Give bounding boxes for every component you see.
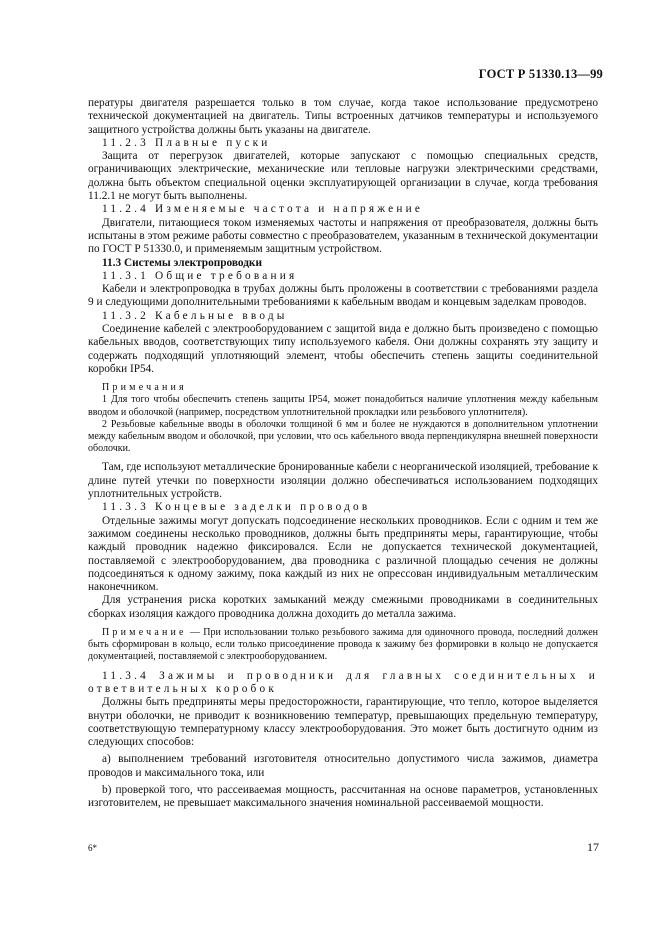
paragraph: Соединение кабелей с электрооборудованием с защитой вида е должно быть произведено с помощью кабельных вводов, соответствующих типу используемого кабеля. Они должны сохранять эту защиту и содержать подходящий уплотняющий элемент, чтобы обеспечить степень защиты соединительной коробки IP54.: [88, 323, 598, 375]
paragraph: Двигатели, питающиеся током изменяемых частоты и напряжения от преобразователя, должны быть испытаны в этом режиме работы совместно с преобразователем, указанным в технической документации по ГОСТ Р 51330.0, и применяемым защитным устройством.: [88, 216, 598, 256]
subsection-heading-11-3-3: 11.3.3 Концевые заделки проводов: [102, 501, 371, 514]
page-number: 17: [587, 840, 599, 854]
note-label: Примечание: [102, 627, 187, 639]
paragraph: Кабели и электропроводка в трубах должны быть проложены в соответствии с требованиями раздела 9 и следующими дополнительными требованиями к кабельным вводам и концевым заделкам проводов.: [88, 283, 598, 309]
document-code: ГОСТ Р 51330.13—99: [478, 67, 603, 81]
paragraph: Там, где используют металлические бронированные кабели с неорганической изоляцией, требование к длине путей утечки по поверхности изоляции должно обеспечиваться использованием подходящих уплотнительных устройств.: [88, 461, 598, 501]
subsection-heading-11-2-4: 11.2.4 Изменяемые частота и напряжение: [102, 203, 424, 216]
list-item: а) выполнением требований изготовителя относительно допустимого числа зажимов, диаметра проводов и максимального тока, или: [88, 753, 598, 779]
subsection-heading-11-3-1: 11.3.1 Общие требования: [102, 269, 298, 282]
notes-heading: Примечания: [102, 382, 187, 394]
paragraph: Для устранения риска коротких замыканий между смежными проводниками в соединительных сборках изоляция каждого проводника должна доходить до металла зажима.: [88, 594, 598, 620]
paragraph: пературы двигателя разрешается только в том случае, когда такое использование предусмотрено технической документацией на двигатель. Типы встроенных датчиков температуры и используемого защитного устройства должны быть указаны на двигателе.: [88, 97, 598, 136]
document-body: [88, 97, 598, 811]
section-heading-11-3: 11.3 Системы электропроводки: [102, 256, 262, 269]
subsection-heading-11-3-4: 11.3.4 Зажимы и проводники для главных соединительных и ответвительных коробок: [88, 669, 598, 695]
subsection-heading-11-2-3: 11.2.3 Плавные пуски: [102, 136, 271, 149]
note-item: 2 Резьбовые кабельные вводы в оболочки толщиной 6 мм и более не нуждаются в дополнительном уплотнении между кабельным вводом и оболочкой, при условии, что ось кабельного ввода перпендикулярна внешней поверхности оболочки.: [88, 418, 598, 455]
note-item: 1 Для того чтобы обеспечить степень защиты IP54, может понадобиться наличие уплотнения между кабельным вводом и оболочкой (например, посредством уплотнительной прокладки или резьбового уплотнителя).: [88, 394, 598, 418]
paragraph: Отдельные зажимы могут допускать подсоединение нескольких проводников. Если с одним и тем же зажимом соединены несколько проводников, должны быть предприняты меры, гарантирующие, чтобы каждый проводник надежно фиксировался. Если не допускается технической документацией, поставляемой с электрооборудованием, два проводника с различной площадью сечения не должны подсоединяться к одному зажиму, пока каждый из них не опрессован индивидуальным металлическим наконечником.: [88, 514, 598, 594]
paragraph: Защита от перегрузок двигателей, которые запускают с помощью специальных средств, ограничивающих электрические, механические или тепловые нагрузки электрическими средствами, должна быть объектом специальной оценки эксплуатирующей организации в случае, когда требования 11.2.1 не могут быть выполнены.: [88, 150, 598, 203]
note-paragraph: [88, 627, 598, 664]
paragraph: Должны быть предприняты меры предосторожности, гарантирующие, что тепло, которое выделяется внутри оболочки, не приводит к возникновению температур, превышающих предельную температуру, соответствующую температурному классу электрооборудования. Это может быть достигнуто одним из следующих способов:: [88, 696, 598, 749]
list-item: b) проверкой того, что рассеиваемая мощность, рассчитанная на основе параметров, установленных изготовителем, не превышает максимального значения номинальной рассеиваемой мощности.: [88, 784, 598, 810]
subsection-heading-11-3-2: 11.3.2 Кабельные вводы: [102, 309, 288, 322]
footer-mark: 6*: [88, 843, 97, 853]
note-text: — При использовании только резьбового зажима для одиночного провода, последний должен быть сформирован в кольцо, если только присоединение провода к зажиму без формировки в кольцо не допускается документацией, поставляемой с электрооборудованием.: [88, 627, 598, 663]
